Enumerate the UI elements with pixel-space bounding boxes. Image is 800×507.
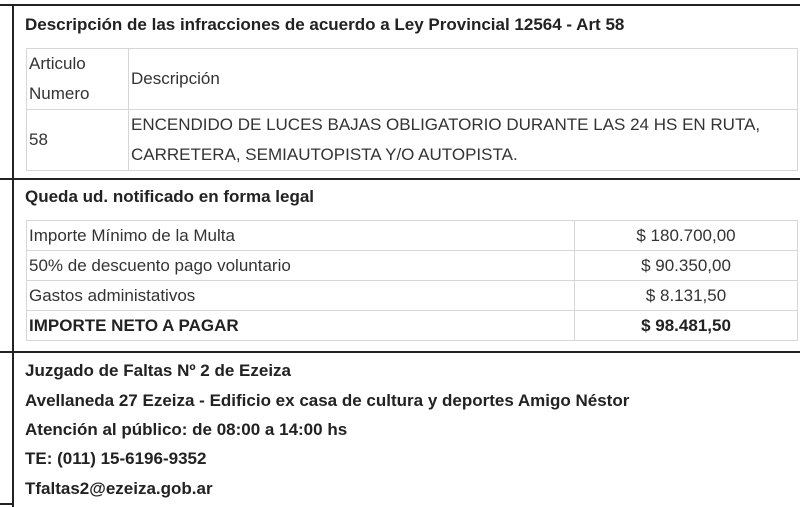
juzgado-email: Tfaltas2@ezeiza.gob.ar (25, 479, 213, 498)
juzgado-hours: Atención al público: de 08:00 a 14:00 hs (25, 420, 348, 439)
article-number-cell: 58 (27, 110, 129, 171)
importe-value: $ 90.350,00 (575, 251, 798, 281)
description-cell: ENCENDIDO DE LUCES BAJAS OBLIGATORIO DURANTE LAS 24 HS EN RUTA, CARRETERA, SEMIAUTOPISTA Y/O AUTOPISTA. (129, 110, 798, 171)
infracciones-heading: Descripción de las infracciones de acuerdo a Ley Provincial 12564 - Art 58 (25, 15, 625, 34)
importe-value: $ 8.131,50 (575, 281, 798, 311)
table-row (27, 311, 798, 341)
table-row (27, 110, 798, 171)
ticket-document (12, 0, 800, 507)
left-divider-mark (0, 4, 12, 6)
table-row (27, 251, 798, 281)
juzgado-phone: TE: (011) 15-6196-9352 (25, 449, 207, 468)
article-number-header: Articulo Numero (27, 49, 129, 110)
importe-neto-value: $ 98.481,50 (575, 311, 798, 341)
juzgado-name: Juzgado de Faltas Nº 2 de Ezeiza (25, 361, 292, 380)
left-divider-mark (0, 178, 12, 180)
infracciones-section (12, 4, 800, 178)
importe-label: Gastos administativos (27, 281, 575, 311)
importe-label: Importe Mínimo de la Multa (27, 221, 575, 251)
left-divider-mark (0, 503, 12, 505)
infracciones-table (26, 48, 798, 171)
juzgado-address: Avellaneda 27 Ezeiza - Edificio ex casa de cultura y deportes Amigo Néstor (25, 391, 630, 410)
importe-neto-label: IMPORTE NETO A PAGAR (27, 311, 575, 341)
left-divider-mark (0, 351, 12, 353)
table-row (27, 221, 798, 251)
description-header: Descripción (129, 49, 798, 110)
importe-label: 50% de descuento pago voluntario (27, 251, 575, 281)
juzgado-section (12, 351, 800, 507)
table-header-row (27, 49, 798, 110)
importe-value: $ 180.700,00 (575, 221, 798, 251)
notificacion-section (12, 178, 800, 351)
notificacion-heading: Queda ud. notificado en forma legal (25, 187, 315, 206)
importes-table (26, 220, 798, 341)
table-row (27, 281, 798, 311)
